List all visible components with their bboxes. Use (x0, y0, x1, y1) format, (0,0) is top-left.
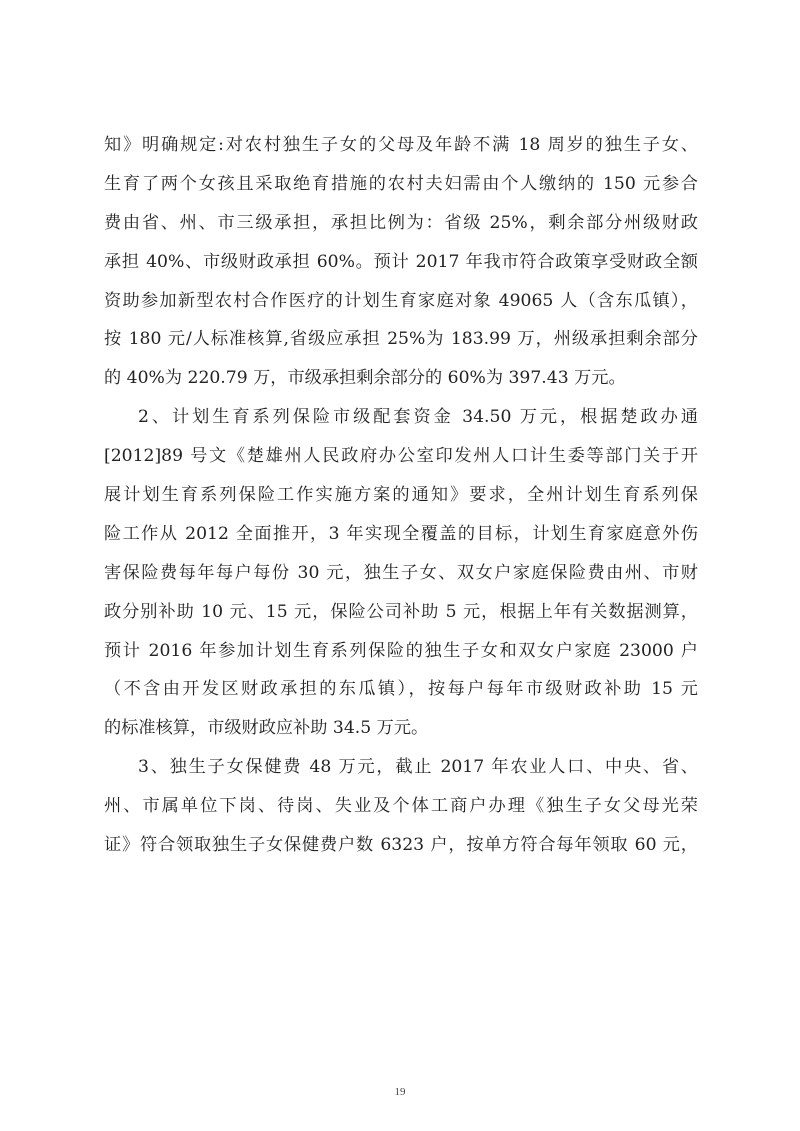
text-line: [2012]89 号文《楚雄州人民政府办公室印发州人口计生委等部门关于开 (104, 446, 698, 467)
text-line: 承担 40%、市级财政承担 60%。预计 2017 年我市符合政策享受财政全额 (104, 251, 698, 272)
text-line: 的标准核算，市级财政应补助 34.5 万元。 (104, 718, 429, 739)
text-line: 3、独生子女保健费 48 万元，截止 2017 年农业人口、中央、省、 (138, 757, 698, 778)
text-line: 费由省、州、市三级承担，承担比例为：省级 25%，剩余部分州级财政 (104, 212, 698, 233)
text-line: 展计划生育系列保险工作实施方案的通知》要求，全州计划生育系列保 (104, 485, 698, 506)
paragraph-3 (104, 748, 698, 865)
paragraph-2 (104, 398, 698, 748)
text-line: 州、市属单位下岗、待岗、失业及个体工商户办理《独生子女父母光荣 (104, 796, 698, 817)
text-line: 生育了两个女孩且采取绝育措施的农村夫妇需由个人缴纳的 150 元参合 (104, 173, 698, 194)
text-line: 的 40%为 220.79 万，市级承担剩余部分的 60%为 397.43 万元。 (104, 368, 626, 389)
text-line: 证》符合领取独生子女保健费户数 6323 户，按单方符合每年领取 60 元， (104, 835, 698, 856)
text-line: 按 180 元/人标准核算,省级应承担 25%为 183.99 万，州级承担剩余部分 (104, 329, 698, 350)
text-line: （不含由开发区财政承担的东瓜镇），按每户每年市级财政补助 15 元 (104, 679, 698, 700)
text-line: 险工作从 2012 全面推开，3 年实现全覆盖的目标，计划生育家庭意外伤 (104, 523, 698, 544)
text-line: 资助参加新型农村合作医疗的计划生育家庭对象 49065 人（含东瓜镇）， (104, 290, 698, 311)
paragraph-1 (104, 126, 698, 398)
body-text (104, 126, 698, 865)
page-number: 19 (394, 1086, 406, 1098)
text-line: 预计 2016 年参加计划生育系列保险的独生子女和双女户家庭 23000 户 (104, 640, 698, 661)
text-line: 知》明确规定:对农村独生子女的父母及年龄不满 18 周岁的独生子女、 (104, 135, 698, 155)
text-line: 政分别补助 10 元、15 元，保险公司补助 5 元，根据上年有关数据测算， (104, 601, 698, 622)
text-line: 害保险费每年每户每份 30 元，独生子女、双女户家庭保险费由州、市财 (104, 562, 698, 583)
text-line: 2、计划生育系列保险市级配套资金 34.50 万元，根据楚政办通 (138, 407, 698, 428)
